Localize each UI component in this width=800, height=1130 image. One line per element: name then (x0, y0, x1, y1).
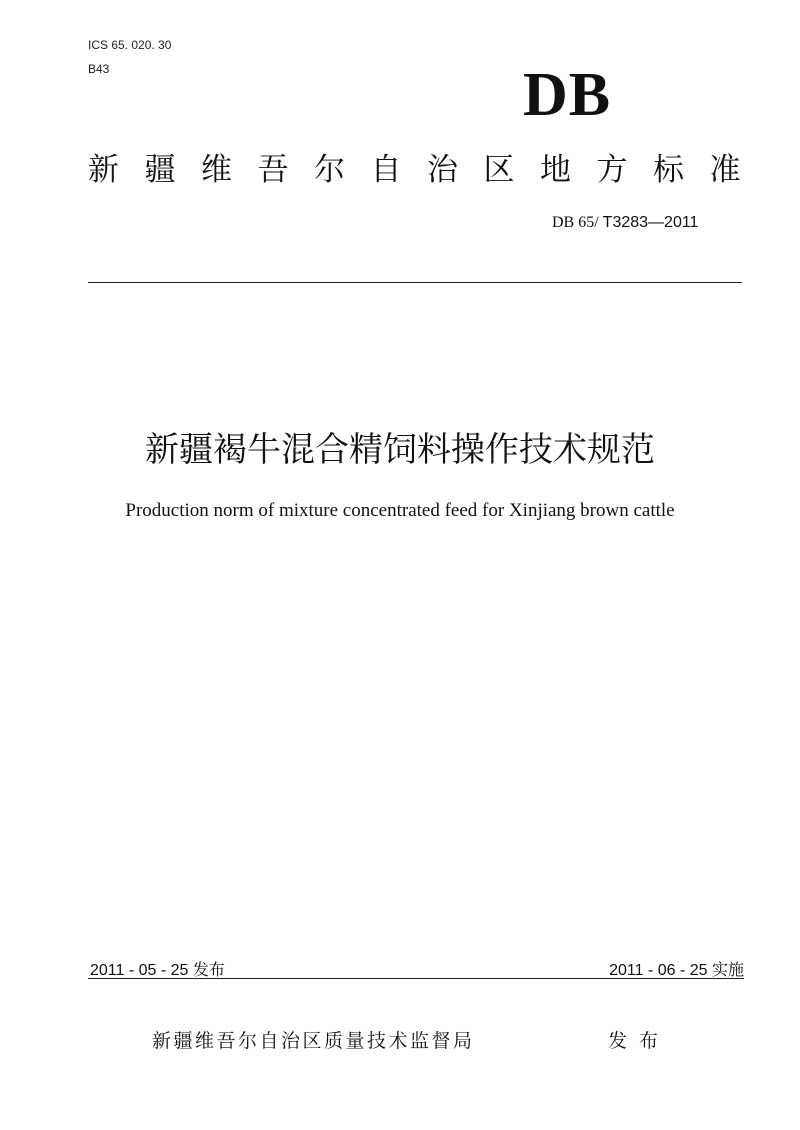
standard-number-code: T3283—2011 (602, 214, 699, 231)
ics-code: ICS 65. 020. 30 (88, 38, 172, 52)
standard-number (552, 214, 698, 232)
classification-code: B43 (88, 62, 110, 76)
implementation-date: 2011 - 06 - 25 实施 (609, 962, 744, 979)
publish-label: 发布 (608, 1030, 671, 1052)
issuing-authority: 新疆维吾尔自治区质量技术监督局 (152, 1030, 475, 1052)
bottom-divider (88, 978, 744, 979)
standard-number-prefix: DB 65/ (552, 214, 603, 231)
standard-type-heading: 新疆维吾尔自治区地方标准 (88, 152, 766, 188)
document-title-chinese: 新疆褐牛混合精饲料操作技术规范 (145, 430, 655, 470)
top-divider (88, 282, 742, 283)
document-title-english: Production norm of mixture concentrated feed for Xinjiang brown cattle (125, 500, 675, 521)
issue-date: 2011 - 05 - 25 发布 (90, 962, 225, 979)
db-logo-mark: DB (523, 61, 612, 129)
